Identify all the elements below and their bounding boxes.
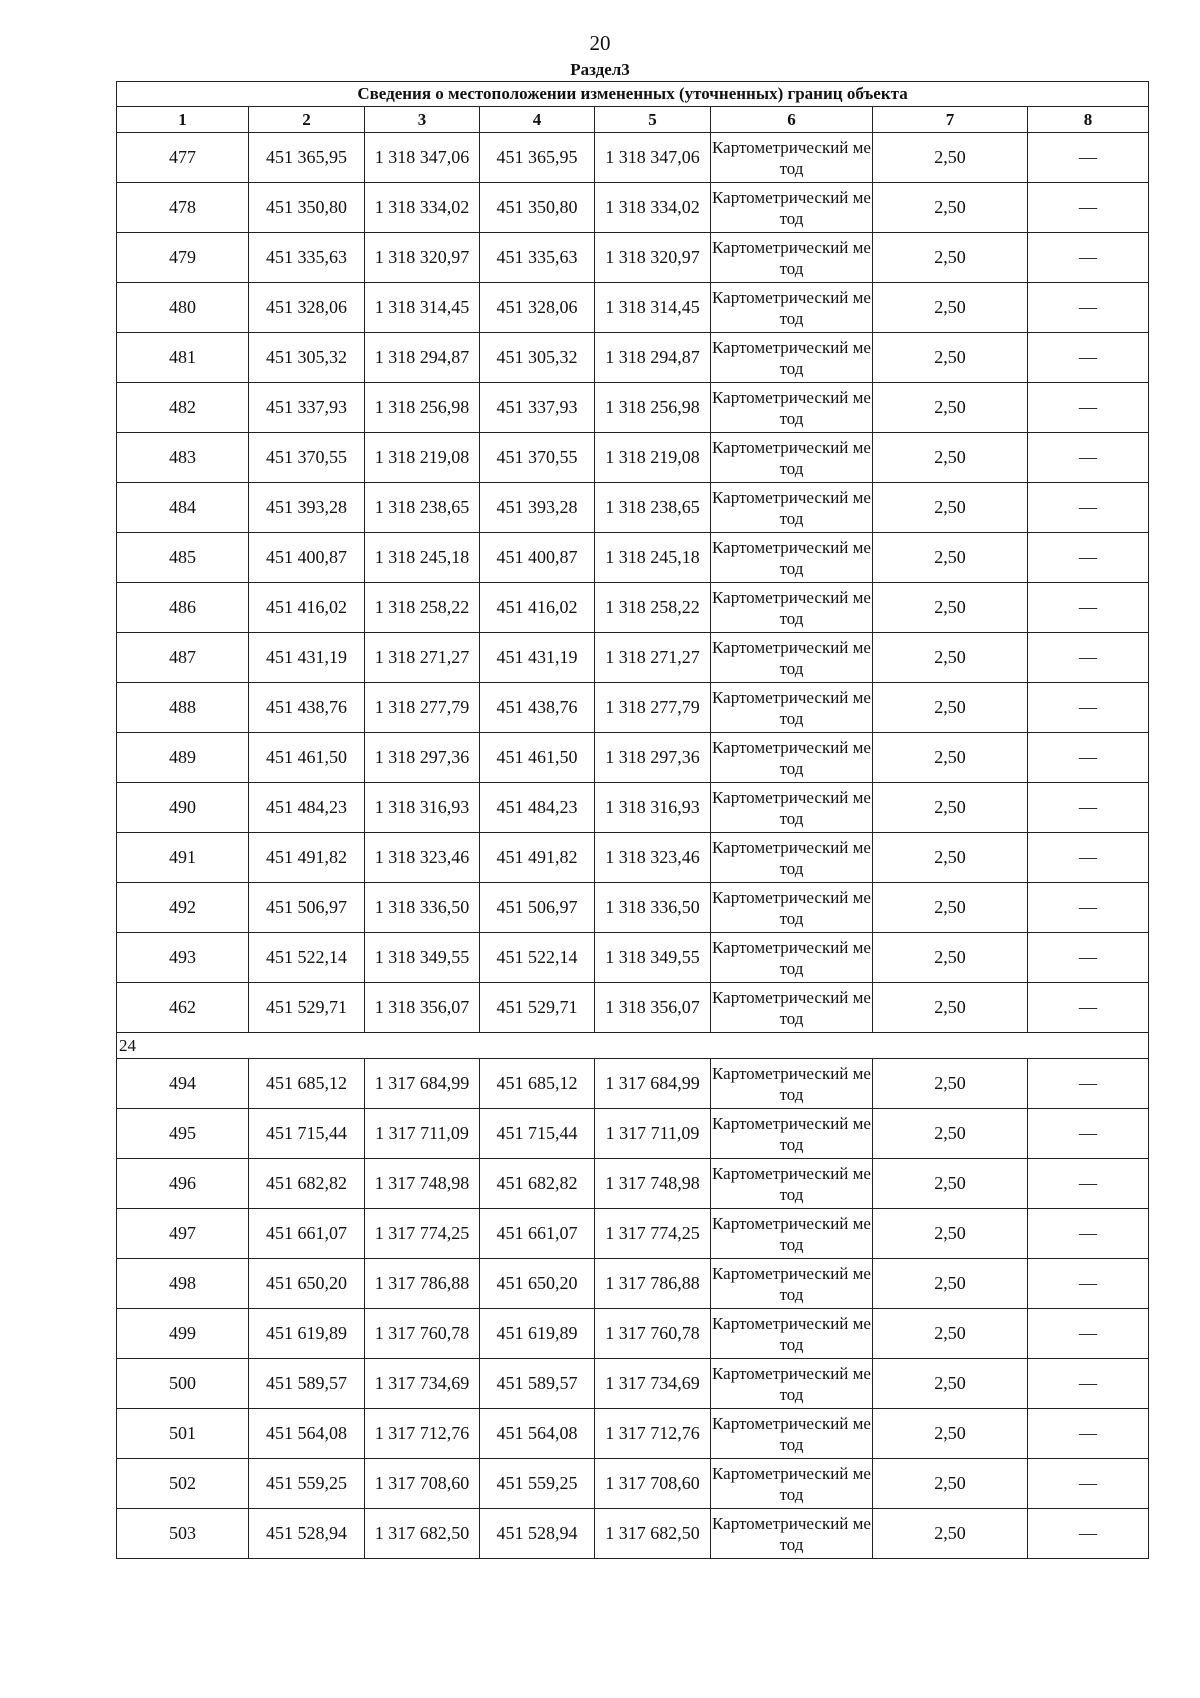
method-cell: Картометрический метод bbox=[711, 733, 873, 783]
method-cell: Картометрический метод bbox=[711, 1309, 873, 1359]
group-label: 24 bbox=[117, 1033, 1149, 1059]
table-body bbox=[117, 133, 1149, 1559]
y-refined-cell: 1 318 258,22 bbox=[595, 583, 711, 633]
note-cell: — bbox=[1028, 1159, 1149, 1209]
y-existing-cell: 1 317 708,60 bbox=[365, 1459, 480, 1509]
y-refined-cell: 1 318 347,06 bbox=[595, 133, 711, 183]
x-refined-cell: 451 461,50 bbox=[480, 733, 595, 783]
y-existing-cell: 1 318 277,79 bbox=[365, 683, 480, 733]
x-refined-cell: 451 431,19 bbox=[480, 633, 595, 683]
note-cell: — bbox=[1028, 1309, 1149, 1359]
x-existing-cell: 451 564,08 bbox=[249, 1409, 365, 1459]
y-refined-cell: 1 318 314,45 bbox=[595, 283, 711, 333]
method-cell: Картометрический метод bbox=[711, 583, 873, 633]
table-row bbox=[117, 833, 1149, 883]
point-number-cell: 494 bbox=[117, 1059, 249, 1109]
accuracy-cell: 2,50 bbox=[873, 333, 1028, 383]
note-cell: — bbox=[1028, 1359, 1149, 1409]
x-existing-cell: 451 461,50 bbox=[249, 733, 365, 783]
table-row bbox=[117, 583, 1149, 633]
point-number-cell: 484 bbox=[117, 483, 249, 533]
y-refined-cell: 1 318 316,93 bbox=[595, 783, 711, 833]
x-existing-cell: 451 370,55 bbox=[249, 433, 365, 483]
table-row bbox=[117, 1209, 1149, 1259]
x-refined-cell: 451 328,06 bbox=[480, 283, 595, 333]
note-cell: — bbox=[1028, 133, 1149, 183]
y-existing-cell: 1 318 238,65 bbox=[365, 483, 480, 533]
x-existing-cell: 451 619,89 bbox=[249, 1309, 365, 1359]
x-existing-cell: 451 506,97 bbox=[249, 883, 365, 933]
x-existing-cell: 451 715,44 bbox=[249, 1109, 365, 1159]
method-cell: Картометрический метод bbox=[711, 983, 873, 1033]
method-cell: Картометрический метод bbox=[711, 1459, 873, 1509]
accuracy-cell: 2,50 bbox=[873, 483, 1028, 533]
y-existing-cell: 1 317 684,99 bbox=[365, 1059, 480, 1109]
y-refined-cell: 1 317 711,09 bbox=[595, 1109, 711, 1159]
point-number-cell: 481 bbox=[117, 333, 249, 383]
point-number-cell: 496 bbox=[117, 1159, 249, 1209]
table-row bbox=[117, 633, 1149, 683]
y-refined-cell: 1 317 684,99 bbox=[595, 1059, 711, 1109]
y-existing-cell: 1 318 336,50 bbox=[365, 883, 480, 933]
method-cell: Картометрический метод bbox=[711, 1159, 873, 1209]
point-number-cell: 493 bbox=[117, 933, 249, 983]
point-number-cell: 500 bbox=[117, 1359, 249, 1409]
y-refined-cell: 1 318 320,97 bbox=[595, 233, 711, 283]
x-existing-cell: 451 685,12 bbox=[249, 1059, 365, 1109]
note-cell: — bbox=[1028, 833, 1149, 883]
method-cell: Картометрический метод bbox=[711, 133, 873, 183]
point-number-cell: 499 bbox=[117, 1309, 249, 1359]
x-refined-cell: 451 335,63 bbox=[480, 233, 595, 283]
point-number-cell: 501 bbox=[117, 1409, 249, 1459]
y-refined-cell: 1 318 336,50 bbox=[595, 883, 711, 933]
method-cell: Картометрический метод bbox=[711, 1509, 873, 1559]
table-row bbox=[117, 1459, 1149, 1509]
x-refined-cell: 451 400,87 bbox=[480, 533, 595, 583]
table-row bbox=[117, 683, 1149, 733]
point-number-cell: 495 bbox=[117, 1109, 249, 1159]
note-cell: — bbox=[1028, 1209, 1149, 1259]
method-cell: Картометрический метод bbox=[711, 433, 873, 483]
y-refined-cell: 1 317 712,76 bbox=[595, 1409, 711, 1459]
accuracy-cell: 2,50 bbox=[873, 783, 1028, 833]
table-row bbox=[117, 283, 1149, 333]
point-number-cell: 485 bbox=[117, 533, 249, 583]
table-row bbox=[117, 233, 1149, 283]
accuracy-cell: 2,50 bbox=[873, 683, 1028, 733]
x-existing-cell: 451 365,95 bbox=[249, 133, 365, 183]
x-existing-cell: 451 335,63 bbox=[249, 233, 365, 283]
x-refined-cell: 451 559,25 bbox=[480, 1459, 595, 1509]
table-row bbox=[117, 733, 1149, 783]
x-existing-cell: 451 328,06 bbox=[249, 283, 365, 333]
x-refined-cell: 451 438,76 bbox=[480, 683, 595, 733]
x-existing-cell: 451 661,07 bbox=[249, 1209, 365, 1259]
x-existing-cell: 451 650,20 bbox=[249, 1259, 365, 1309]
note-cell: — bbox=[1028, 733, 1149, 783]
note-cell: — bbox=[1028, 333, 1149, 383]
x-existing-cell: 451 416,02 bbox=[249, 583, 365, 633]
point-number-cell: 478 bbox=[117, 183, 249, 233]
y-existing-cell: 1 318 316,93 bbox=[365, 783, 480, 833]
table-row bbox=[117, 983, 1149, 1033]
accuracy-cell: 2,50 bbox=[873, 833, 1028, 883]
accuracy-cell: 2,50 bbox=[873, 1359, 1028, 1409]
accuracy-cell: 2,50 bbox=[873, 1409, 1028, 1459]
table-row bbox=[117, 933, 1149, 983]
x-refined-cell: 451 305,32 bbox=[480, 333, 595, 383]
note-cell: — bbox=[1028, 1459, 1149, 1509]
note-cell: — bbox=[1028, 633, 1149, 683]
y-existing-cell: 1 317 711,09 bbox=[365, 1109, 480, 1159]
y-existing-cell: 1 318 347,06 bbox=[365, 133, 480, 183]
note-cell: — bbox=[1028, 783, 1149, 833]
x-existing-cell: 451 491,82 bbox=[249, 833, 365, 883]
x-refined-cell: 451 506,97 bbox=[480, 883, 595, 933]
point-number-cell: 497 bbox=[117, 1209, 249, 1259]
table-row bbox=[117, 333, 1149, 383]
note-cell: — bbox=[1028, 583, 1149, 633]
y-existing-cell: 1 318 219,08 bbox=[365, 433, 480, 483]
table-row bbox=[117, 383, 1149, 433]
y-existing-cell: 1 318 314,45 bbox=[365, 283, 480, 333]
y-refined-cell: 1 318 356,07 bbox=[595, 983, 711, 1033]
x-refined-cell: 451 522,14 bbox=[480, 933, 595, 983]
note-cell: — bbox=[1028, 1059, 1149, 1109]
x-existing-cell: 451 393,28 bbox=[249, 483, 365, 533]
point-number-cell: 486 bbox=[117, 583, 249, 633]
table-row bbox=[117, 433, 1149, 483]
y-existing-cell: 1 317 682,50 bbox=[365, 1509, 480, 1559]
y-refined-cell: 1 317 760,78 bbox=[595, 1309, 711, 1359]
accuracy-cell: 2,50 bbox=[873, 1509, 1028, 1559]
accuracy-cell: 2,50 bbox=[873, 1459, 1028, 1509]
accuracy-cell: 2,50 bbox=[873, 1109, 1028, 1159]
y-refined-cell: 1 318 271,27 bbox=[595, 633, 711, 683]
point-number-cell: 491 bbox=[117, 833, 249, 883]
accuracy-cell: 2,50 bbox=[873, 1059, 1028, 1109]
accuracy-cell: 2,50 bbox=[873, 983, 1028, 1033]
accuracy-cell: 2,50 bbox=[873, 583, 1028, 633]
method-cell: Картометрический метод bbox=[711, 483, 873, 533]
table-row bbox=[117, 1159, 1149, 1209]
y-refined-cell: 1 317 682,50 bbox=[595, 1509, 711, 1559]
accuracy-cell: 2,50 bbox=[873, 533, 1028, 583]
y-existing-cell: 1 317 760,78 bbox=[365, 1309, 480, 1359]
y-refined-cell: 1 317 708,60 bbox=[595, 1459, 711, 1509]
accuracy-cell: 2,50 bbox=[873, 1159, 1028, 1209]
method-cell: Картометрический метод bbox=[711, 233, 873, 283]
point-number-cell: 483 bbox=[117, 433, 249, 483]
coordinates-table bbox=[116, 81, 1149, 1559]
method-cell: Картометрический метод bbox=[711, 283, 873, 333]
table-row bbox=[117, 1059, 1149, 1109]
table-row bbox=[117, 1109, 1149, 1159]
y-refined-cell: 1 318 297,36 bbox=[595, 733, 711, 783]
point-number-cell: 477 bbox=[117, 133, 249, 183]
accuracy-cell: 2,50 bbox=[873, 233, 1028, 283]
x-existing-cell: 451 484,23 bbox=[249, 783, 365, 833]
table-row bbox=[117, 883, 1149, 933]
note-cell: — bbox=[1028, 1409, 1149, 1459]
group-label-row bbox=[117, 1033, 1149, 1059]
x-refined-cell: 451 529,71 bbox=[480, 983, 595, 1033]
table-row bbox=[117, 1409, 1149, 1459]
y-refined-cell: 1 318 256,98 bbox=[595, 383, 711, 433]
y-existing-cell: 1 318 294,87 bbox=[365, 333, 480, 383]
x-existing-cell: 451 589,57 bbox=[249, 1359, 365, 1409]
x-refined-cell: 451 685,12 bbox=[480, 1059, 595, 1109]
y-existing-cell: 1 318 334,02 bbox=[365, 183, 480, 233]
y-refined-cell: 1 318 334,02 bbox=[595, 183, 711, 233]
column-number: 5 bbox=[595, 107, 711, 133]
x-existing-cell: 451 529,71 bbox=[249, 983, 365, 1033]
method-cell: Картометрический метод bbox=[711, 683, 873, 733]
x-refined-cell: 451 484,23 bbox=[480, 783, 595, 833]
y-existing-cell: 1 317 786,88 bbox=[365, 1259, 480, 1309]
x-refined-cell: 451 528,94 bbox=[480, 1509, 595, 1559]
x-existing-cell: 451 350,80 bbox=[249, 183, 365, 233]
x-refined-cell: 451 350,80 bbox=[480, 183, 595, 233]
y-refined-cell: 1 317 748,98 bbox=[595, 1159, 711, 1209]
page-number: 20 bbox=[589, 31, 611, 55]
method-cell: Картометрический метод bbox=[711, 883, 873, 933]
accuracy-cell: 2,50 bbox=[873, 183, 1028, 233]
point-number-cell: 487 bbox=[117, 633, 249, 683]
y-refined-cell: 1 317 734,69 bbox=[595, 1359, 711, 1409]
y-existing-cell: 1 318 297,36 bbox=[365, 733, 480, 783]
y-refined-cell: 1 318 349,55 bbox=[595, 933, 711, 983]
note-cell: — bbox=[1028, 883, 1149, 933]
x-refined-cell: 451 619,89 bbox=[480, 1309, 595, 1359]
x-refined-cell: 451 564,08 bbox=[480, 1409, 595, 1459]
x-refined-cell: 451 370,55 bbox=[480, 433, 595, 483]
point-number-cell: 462 bbox=[117, 983, 249, 1033]
table-caption: Сведения о местоположении измененных (уточненных) границ объекта bbox=[117, 82, 1149, 107]
note-cell: — bbox=[1028, 383, 1149, 433]
note-cell: — bbox=[1028, 1109, 1149, 1159]
point-number-cell: 479 bbox=[117, 233, 249, 283]
x-refined-cell: 451 650,20 bbox=[480, 1259, 595, 1309]
y-existing-cell: 1 317 774,25 bbox=[365, 1209, 480, 1259]
accuracy-cell: 2,50 bbox=[873, 733, 1028, 783]
method-cell: Картометрический метод bbox=[711, 1109, 873, 1159]
y-refined-cell: 1 317 774,25 bbox=[595, 1209, 711, 1259]
y-existing-cell: 1 318 320,97 bbox=[365, 233, 480, 283]
note-cell: — bbox=[1028, 433, 1149, 483]
note-cell: — bbox=[1028, 1509, 1149, 1559]
accuracy-cell: 2,50 bbox=[873, 933, 1028, 983]
accuracy-cell: 2,50 bbox=[873, 433, 1028, 483]
accuracy-cell: 2,50 bbox=[873, 1259, 1028, 1309]
x-existing-cell: 451 528,94 bbox=[249, 1509, 365, 1559]
x-existing-cell: 451 682,82 bbox=[249, 1159, 365, 1209]
column-number-row bbox=[117, 107, 1149, 133]
point-number-cell: 503 bbox=[117, 1509, 249, 1559]
y-existing-cell: 1 317 748,98 bbox=[365, 1159, 480, 1209]
y-refined-cell: 1 318 277,79 bbox=[595, 683, 711, 733]
accuracy-cell: 2,50 bbox=[873, 633, 1028, 683]
note-cell: — bbox=[1028, 983, 1149, 1033]
x-existing-cell: 451 438,76 bbox=[249, 683, 365, 733]
table-row bbox=[117, 533, 1149, 583]
table-row bbox=[117, 133, 1149, 183]
y-refined-cell: 1 318 294,87 bbox=[595, 333, 711, 383]
column-number: 2 bbox=[249, 107, 365, 133]
method-cell: Картометрический метод bbox=[711, 933, 873, 983]
column-number: 7 bbox=[873, 107, 1028, 133]
table-row bbox=[117, 183, 1149, 233]
y-refined-cell: 1 318 219,08 bbox=[595, 433, 711, 483]
x-refined-cell: 451 661,07 bbox=[480, 1209, 595, 1259]
note-cell: — bbox=[1028, 283, 1149, 333]
y-existing-cell: 1 317 734,69 bbox=[365, 1359, 480, 1409]
column-number: 1 bbox=[117, 107, 249, 133]
note-cell: — bbox=[1028, 683, 1149, 733]
note-cell: — bbox=[1028, 483, 1149, 533]
y-existing-cell: 1 317 712,76 bbox=[365, 1409, 480, 1459]
y-existing-cell: 1 318 356,07 bbox=[365, 983, 480, 1033]
note-cell: — bbox=[1028, 933, 1149, 983]
method-cell: Картометрический метод bbox=[711, 183, 873, 233]
point-number-cell: 492 bbox=[117, 883, 249, 933]
method-cell: Картометрический метод bbox=[711, 383, 873, 433]
y-existing-cell: 1 318 271,27 bbox=[365, 633, 480, 683]
x-refined-cell: 451 491,82 bbox=[480, 833, 595, 883]
table-row bbox=[117, 1509, 1149, 1559]
accuracy-cell: 2,50 bbox=[873, 1209, 1028, 1259]
x-refined-cell: 451 365,95 bbox=[480, 133, 595, 183]
x-existing-cell: 451 337,93 bbox=[249, 383, 365, 433]
x-refined-cell: 451 589,57 bbox=[480, 1359, 595, 1409]
accuracy-cell: 2,50 bbox=[873, 1309, 1028, 1359]
y-existing-cell: 1 318 245,18 bbox=[365, 533, 480, 583]
table-row bbox=[117, 783, 1149, 833]
table-row bbox=[117, 1359, 1149, 1409]
note-cell: — bbox=[1028, 533, 1149, 583]
point-number-cell: 482 bbox=[117, 383, 249, 433]
accuracy-cell: 2,50 bbox=[873, 133, 1028, 183]
method-cell: Картометрический метод bbox=[711, 1209, 873, 1259]
method-cell: Картометрический метод bbox=[711, 633, 873, 683]
y-refined-cell: 1 318 238,65 bbox=[595, 483, 711, 533]
accuracy-cell: 2,50 bbox=[873, 883, 1028, 933]
accuracy-cell: 2,50 bbox=[873, 383, 1028, 433]
y-existing-cell: 1 318 258,22 bbox=[365, 583, 480, 633]
point-number-cell: 490 bbox=[117, 783, 249, 833]
y-existing-cell: 1 318 256,98 bbox=[365, 383, 480, 433]
x-refined-cell: 451 682,82 bbox=[480, 1159, 595, 1209]
method-cell: Картометрический метод bbox=[711, 783, 873, 833]
point-number-cell: 480 bbox=[117, 283, 249, 333]
method-cell: Картометрический метод bbox=[711, 1359, 873, 1409]
y-refined-cell: 1 318 245,18 bbox=[595, 533, 711, 583]
x-refined-cell: 451 393,28 bbox=[480, 483, 595, 533]
y-refined-cell: 1 318 323,46 bbox=[595, 833, 711, 883]
point-number-cell: 502 bbox=[117, 1459, 249, 1509]
x-existing-cell: 451 305,32 bbox=[249, 333, 365, 383]
table-row bbox=[117, 483, 1149, 533]
note-cell: — bbox=[1028, 233, 1149, 283]
column-number: 4 bbox=[480, 107, 595, 133]
table-row bbox=[117, 1259, 1149, 1309]
point-number-cell: 488 bbox=[117, 683, 249, 733]
method-cell: Картометрический метод bbox=[711, 333, 873, 383]
table-row bbox=[117, 1309, 1149, 1359]
method-cell: Картометрический метод bbox=[711, 1059, 873, 1109]
x-refined-cell: 451 715,44 bbox=[480, 1109, 595, 1159]
x-existing-cell: 451 522,14 bbox=[249, 933, 365, 983]
column-number: 8 bbox=[1028, 107, 1149, 133]
method-cell: Картометрический метод bbox=[711, 833, 873, 883]
accuracy-cell: 2,50 bbox=[873, 283, 1028, 333]
note-cell: — bbox=[1028, 183, 1149, 233]
y-existing-cell: 1 318 323,46 bbox=[365, 833, 480, 883]
y-refined-cell: 1 317 786,88 bbox=[595, 1259, 711, 1309]
method-cell: Картометрический метод bbox=[711, 1409, 873, 1459]
x-refined-cell: 451 337,93 bbox=[480, 383, 595, 433]
method-cell: Картометрический метод bbox=[711, 533, 873, 583]
column-number: 6 bbox=[711, 107, 873, 133]
point-number-cell: 489 bbox=[117, 733, 249, 783]
y-existing-cell: 1 318 349,55 bbox=[365, 933, 480, 983]
section-title: Раздел3 bbox=[570, 60, 630, 79]
note-cell: — bbox=[1028, 1259, 1149, 1309]
point-number-cell: 498 bbox=[117, 1259, 249, 1309]
x-existing-cell: 451 400,87 bbox=[249, 533, 365, 583]
x-existing-cell: 451 559,25 bbox=[249, 1459, 365, 1509]
method-cell: Картометрический метод bbox=[711, 1259, 873, 1309]
column-number: 3 bbox=[365, 107, 480, 133]
x-existing-cell: 451 431,19 bbox=[249, 633, 365, 683]
x-refined-cell: 451 416,02 bbox=[480, 583, 595, 633]
